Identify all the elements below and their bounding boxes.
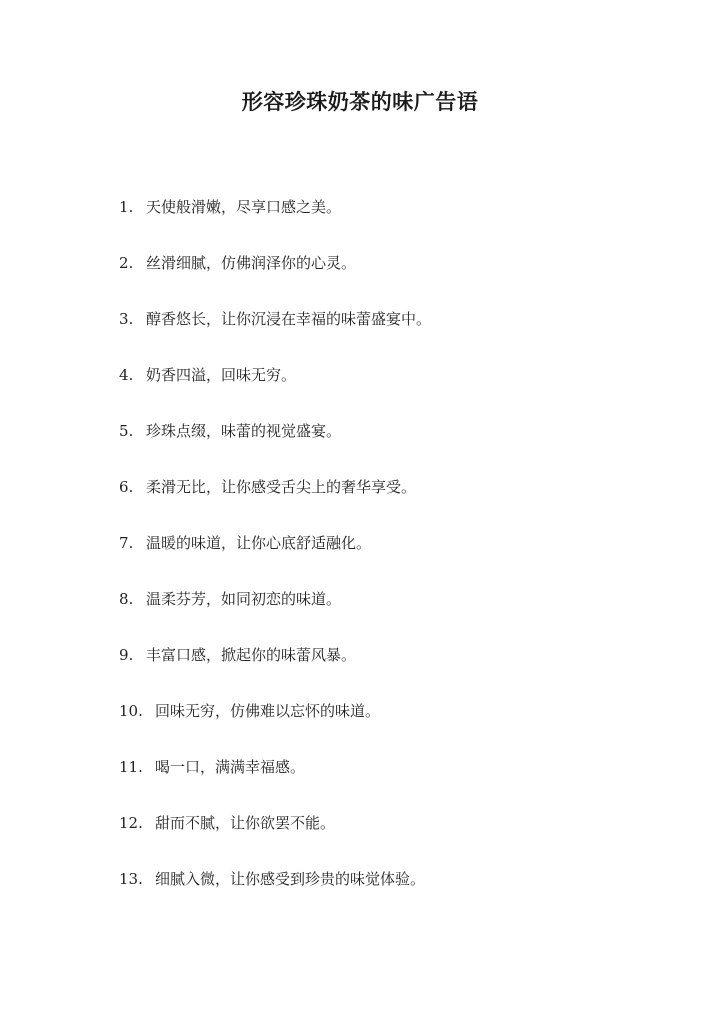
item-text: 醇香悠长，让你沉浸在幸福的味蕾盛宴中。 [146,310,432,328]
list-item [119,532,431,588]
list-item [119,364,431,420]
item-text: 细腻入微，让你感受到珍贵的味觉体验。 [155,870,426,888]
item-text: 喝一口，满满幸福感。 [155,758,306,776]
item-number: 1. [119,198,134,216]
item-number: 5. [119,422,134,440]
list-item [119,700,431,756]
list-item [119,252,431,308]
item-text: 奶香四溢，回味无穷。 [146,366,297,384]
item-number: 13. [119,870,143,888]
item-text: 丝滑细腻，仿佛润泽你的心灵。 [146,254,357,272]
list-item [119,588,431,644]
list-item [119,812,431,868]
item-number: 9. [119,646,134,664]
item-number: 2. [119,254,134,272]
item-text: 天使般滑嫩，尽享口感之美。 [146,198,342,216]
item-text: 甜而不腻，让你欲罢不能。 [155,814,336,832]
slogan-list [119,196,431,924]
item-text: 柔滑无比，让你感受舌尖上的奢华享受。 [146,478,417,496]
list-item [119,308,431,364]
item-number: 7. [119,534,134,552]
item-text: 温柔芬芳，如同初恋的味道。 [146,590,342,608]
item-number: 8. [119,590,134,608]
item-number: 4. [119,366,134,384]
list-item [119,420,431,476]
item-number: 12. [119,814,143,832]
list-item [119,644,431,700]
item-text: 丰富口感，掀起你的味蕾风暴。 [146,646,357,664]
item-number: 11. [119,758,143,776]
item-text: 回味无穷，仿佛难以忘怀的味道。 [155,702,381,720]
list-item [119,476,431,532]
item-text: 珍珠点缀，味蕾的视觉盛宴。 [146,422,342,440]
document-title: 形容珍珠奶茶的味广告语 [241,89,479,114]
item-number: 10. [119,702,143,720]
item-number: 3. [119,310,134,328]
list-item [119,756,431,812]
list-item [119,868,431,924]
list-item [119,196,431,252]
item-text: 温暖的味道，让你心底舒适融化。 [146,534,372,552]
item-number: 6. [119,478,134,496]
